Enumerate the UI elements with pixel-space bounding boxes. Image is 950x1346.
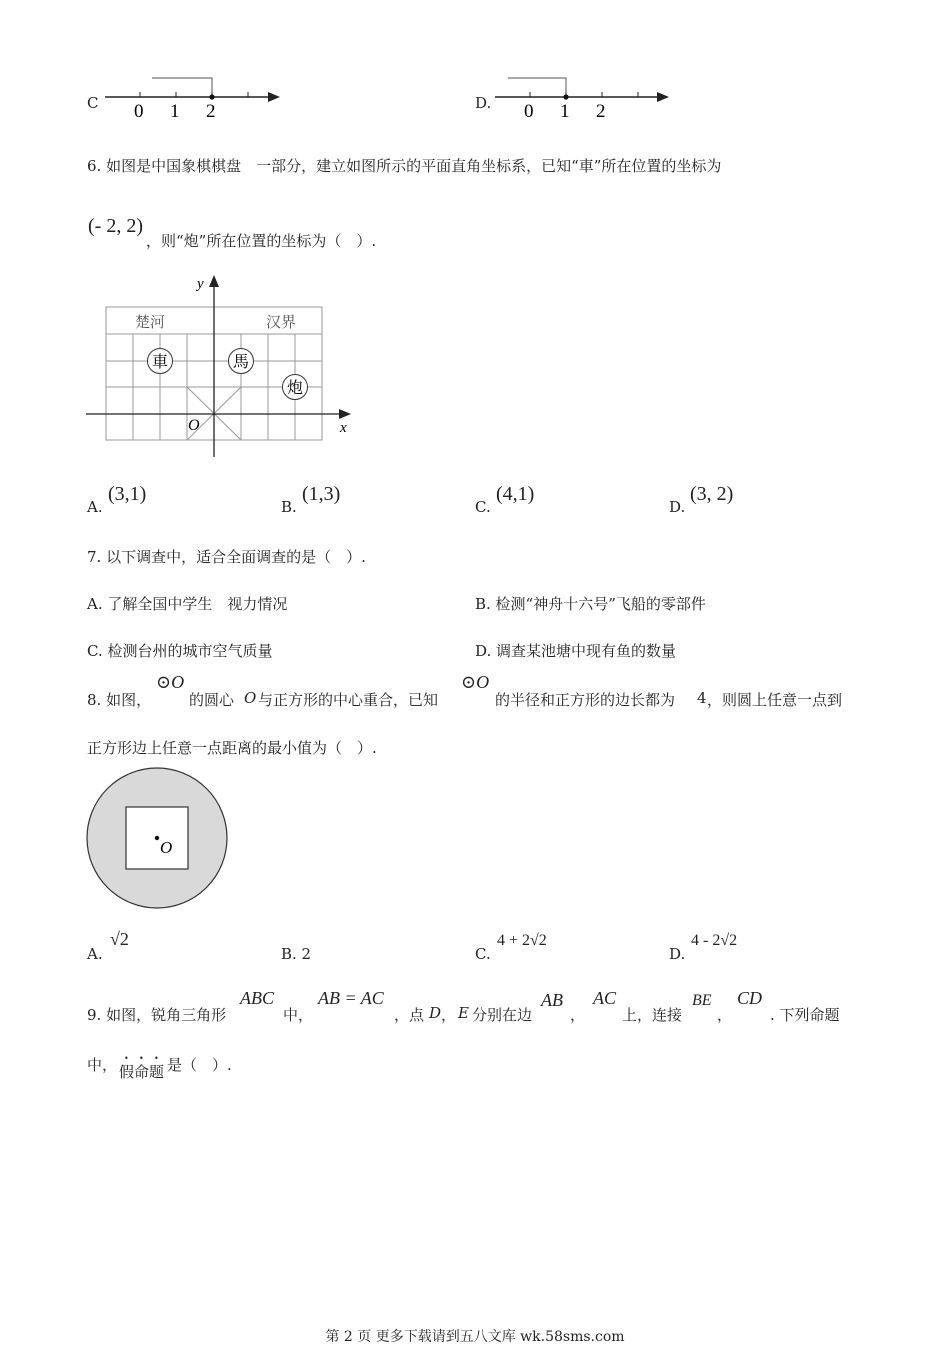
q7-option-a: A. 了解全国中学生 视力情况: [87, 595, 288, 613]
q5-c-tick-0: 0: [134, 101, 144, 122]
q9-comma-3: ，: [717, 1006, 733, 1024]
q6-axis-x-label: x: [340, 420, 347, 436]
q8-stem-e: ，则圆上任意一点到: [707, 691, 843, 709]
q6-x-axis-arrow: [339, 409, 351, 419]
q8-option-b-label: B. 2: [281, 945, 312, 963]
q6-origin-label: O: [188, 417, 200, 434]
q7-option-d: D. 调查某池塘中现有鱼的数量: [475, 642, 677, 660]
q6-board-label-hanjie: 汉界: [266, 313, 297, 331]
q6-stem-line1: 6. 如图是中国象棋棋盘 一部分，建立如图所示的平面直角坐标系，已知“車”所在位置的坐标为: [87, 157, 722, 175]
q6-piece-ma-text: 馬: [232, 352, 250, 371]
q8-option-d-label: D.: [669, 945, 686, 963]
q6-option-d-value: (3, 2): [690, 483, 734, 505]
q9-stem-a: 9. 如图，锐角三角形: [87, 1006, 227, 1024]
q6-option-b-label: B.: [281, 498, 297, 516]
q8-option-d-value: 4 - 2√2: [691, 932, 738, 949]
q9-emphasis-false: 假命题: [119, 1063, 165, 1081]
q7-option-b: B. 检测“神舟十六号”飞船的零部件: [475, 595, 706, 613]
q6-piece-pao-text: 炮: [286, 378, 304, 397]
q5-option-c-label: C: [87, 94, 99, 112]
q5-option-d-label: D.: [475, 94, 492, 112]
q8-option-a-value: √2: [110, 929, 129, 949]
q6-option-c-value: (4,1): [496, 483, 535, 505]
q9-side-ac: AC: [593, 988, 617, 1008]
q5-c-tick-2: 2: [206, 101, 216, 122]
q6-option-a-value: (3,1): [108, 483, 147, 505]
q6-piece-pao: [283, 375, 308, 400]
q9-stem-e: 上，连接: [622, 1006, 683, 1024]
q6-piece-che-text: 車: [151, 352, 169, 371]
q6-piece-ma: [229, 349, 254, 374]
q6-stem-line2: ，则“炮”所在位置的坐标为（ ）.: [146, 232, 377, 250]
q5-d-tick-0: 0: [524, 101, 534, 122]
q7-stem: 7. 以下调查中，适合全面调查的是（ ）.: [87, 548, 366, 566]
q8-stem-b: 的圆心: [189, 691, 235, 709]
q5-c-ray: [152, 78, 212, 97]
q9-comma-1: ，: [441, 1006, 457, 1024]
q9-point-e: E: [458, 1004, 469, 1022]
q5-c-dot: [209, 94, 214, 99]
q8-option-c-label: C.: [475, 945, 491, 963]
q9-segment-cd: CD: [737, 988, 763, 1008]
q9-triangle-abc: ABC: [240, 988, 274, 1008]
q8-four: 4: [697, 689, 707, 707]
q5-d-arrow: [657, 92, 669, 102]
q6-option-b-value: (1,3): [302, 483, 341, 505]
q5-d-dot: [563, 94, 568, 99]
q9-point-d: D: [429, 1004, 442, 1022]
q9-stem-f: . 下列命题: [770, 1006, 840, 1024]
q9-comma-2: ，: [570, 1006, 586, 1024]
q5-d-tick-2: 2: [596, 101, 606, 122]
q9-side-ab: AB: [541, 990, 563, 1010]
q5-option-d-number-line: [490, 70, 680, 125]
q8-stem-a: 8. 如图，: [87, 691, 152, 709]
q6-y-axis-arrow: [209, 275, 219, 287]
q8-figure-label-o: O: [160, 838, 173, 857]
q8-stem-d: 的半径和正方形的边长都为: [495, 691, 676, 709]
q9-stem-d: 分别在边: [472, 1006, 533, 1024]
q6-option-c-label: C.: [475, 498, 491, 516]
q5-c-tick-1: 1: [170, 101, 180, 122]
q6-axis-y-label: y: [197, 276, 204, 292]
q8-option-c-value: 4 + 2√2: [497, 932, 547, 949]
q8-option-a-label: A.: [87, 945, 103, 963]
q6-piece-che: [148, 349, 173, 374]
q6-option-d-label: D.: [669, 498, 686, 516]
q8-circle-symbol-1: ⊙O: [156, 672, 185, 692]
q9-line2-a: 中，: [87, 1056, 118, 1074]
q8-stem-c: 与正方形的中心重合，已知: [258, 691, 439, 709]
q8-center-dot: [155, 836, 159, 840]
q6-board-label-chuhe: 楚河: [135, 313, 166, 331]
q5-option-c-number-line: [100, 70, 290, 125]
q6-option-a-label: A.: [87, 498, 103, 516]
page-footer: 第 2 页 更多下载请到五八文库 wk.58sms.com: [325, 1329, 625, 1345]
q9-stem-c: ，点: [394, 1006, 425, 1024]
q9-equation: AB = AC: [318, 988, 384, 1008]
q5-c-arrow: [268, 92, 280, 102]
q9-stem-b: 中，: [283, 1006, 314, 1024]
q6-chessboard-figure: [80, 270, 360, 465]
q8-center-o: O: [244, 689, 257, 707]
q7-option-c: C. 检测台州的城市空气质量: [87, 642, 273, 660]
q6-given-coord: (- 2, 2): [88, 215, 143, 237]
q5-d-tick-1: 1: [560, 101, 570, 122]
q9-line2-b: 是（ ）.: [167, 1056, 232, 1074]
q8-circle-square-figure: [84, 766, 232, 912]
q5-d-ray: [508, 78, 566, 97]
q8-circle-symbol-2: ⊙O: [461, 672, 490, 692]
q9-segment-be: BE: [692, 992, 712, 1009]
q8-stem-line2: 正方形边上任意一点距离的最小值为（ ）.: [87, 739, 377, 757]
